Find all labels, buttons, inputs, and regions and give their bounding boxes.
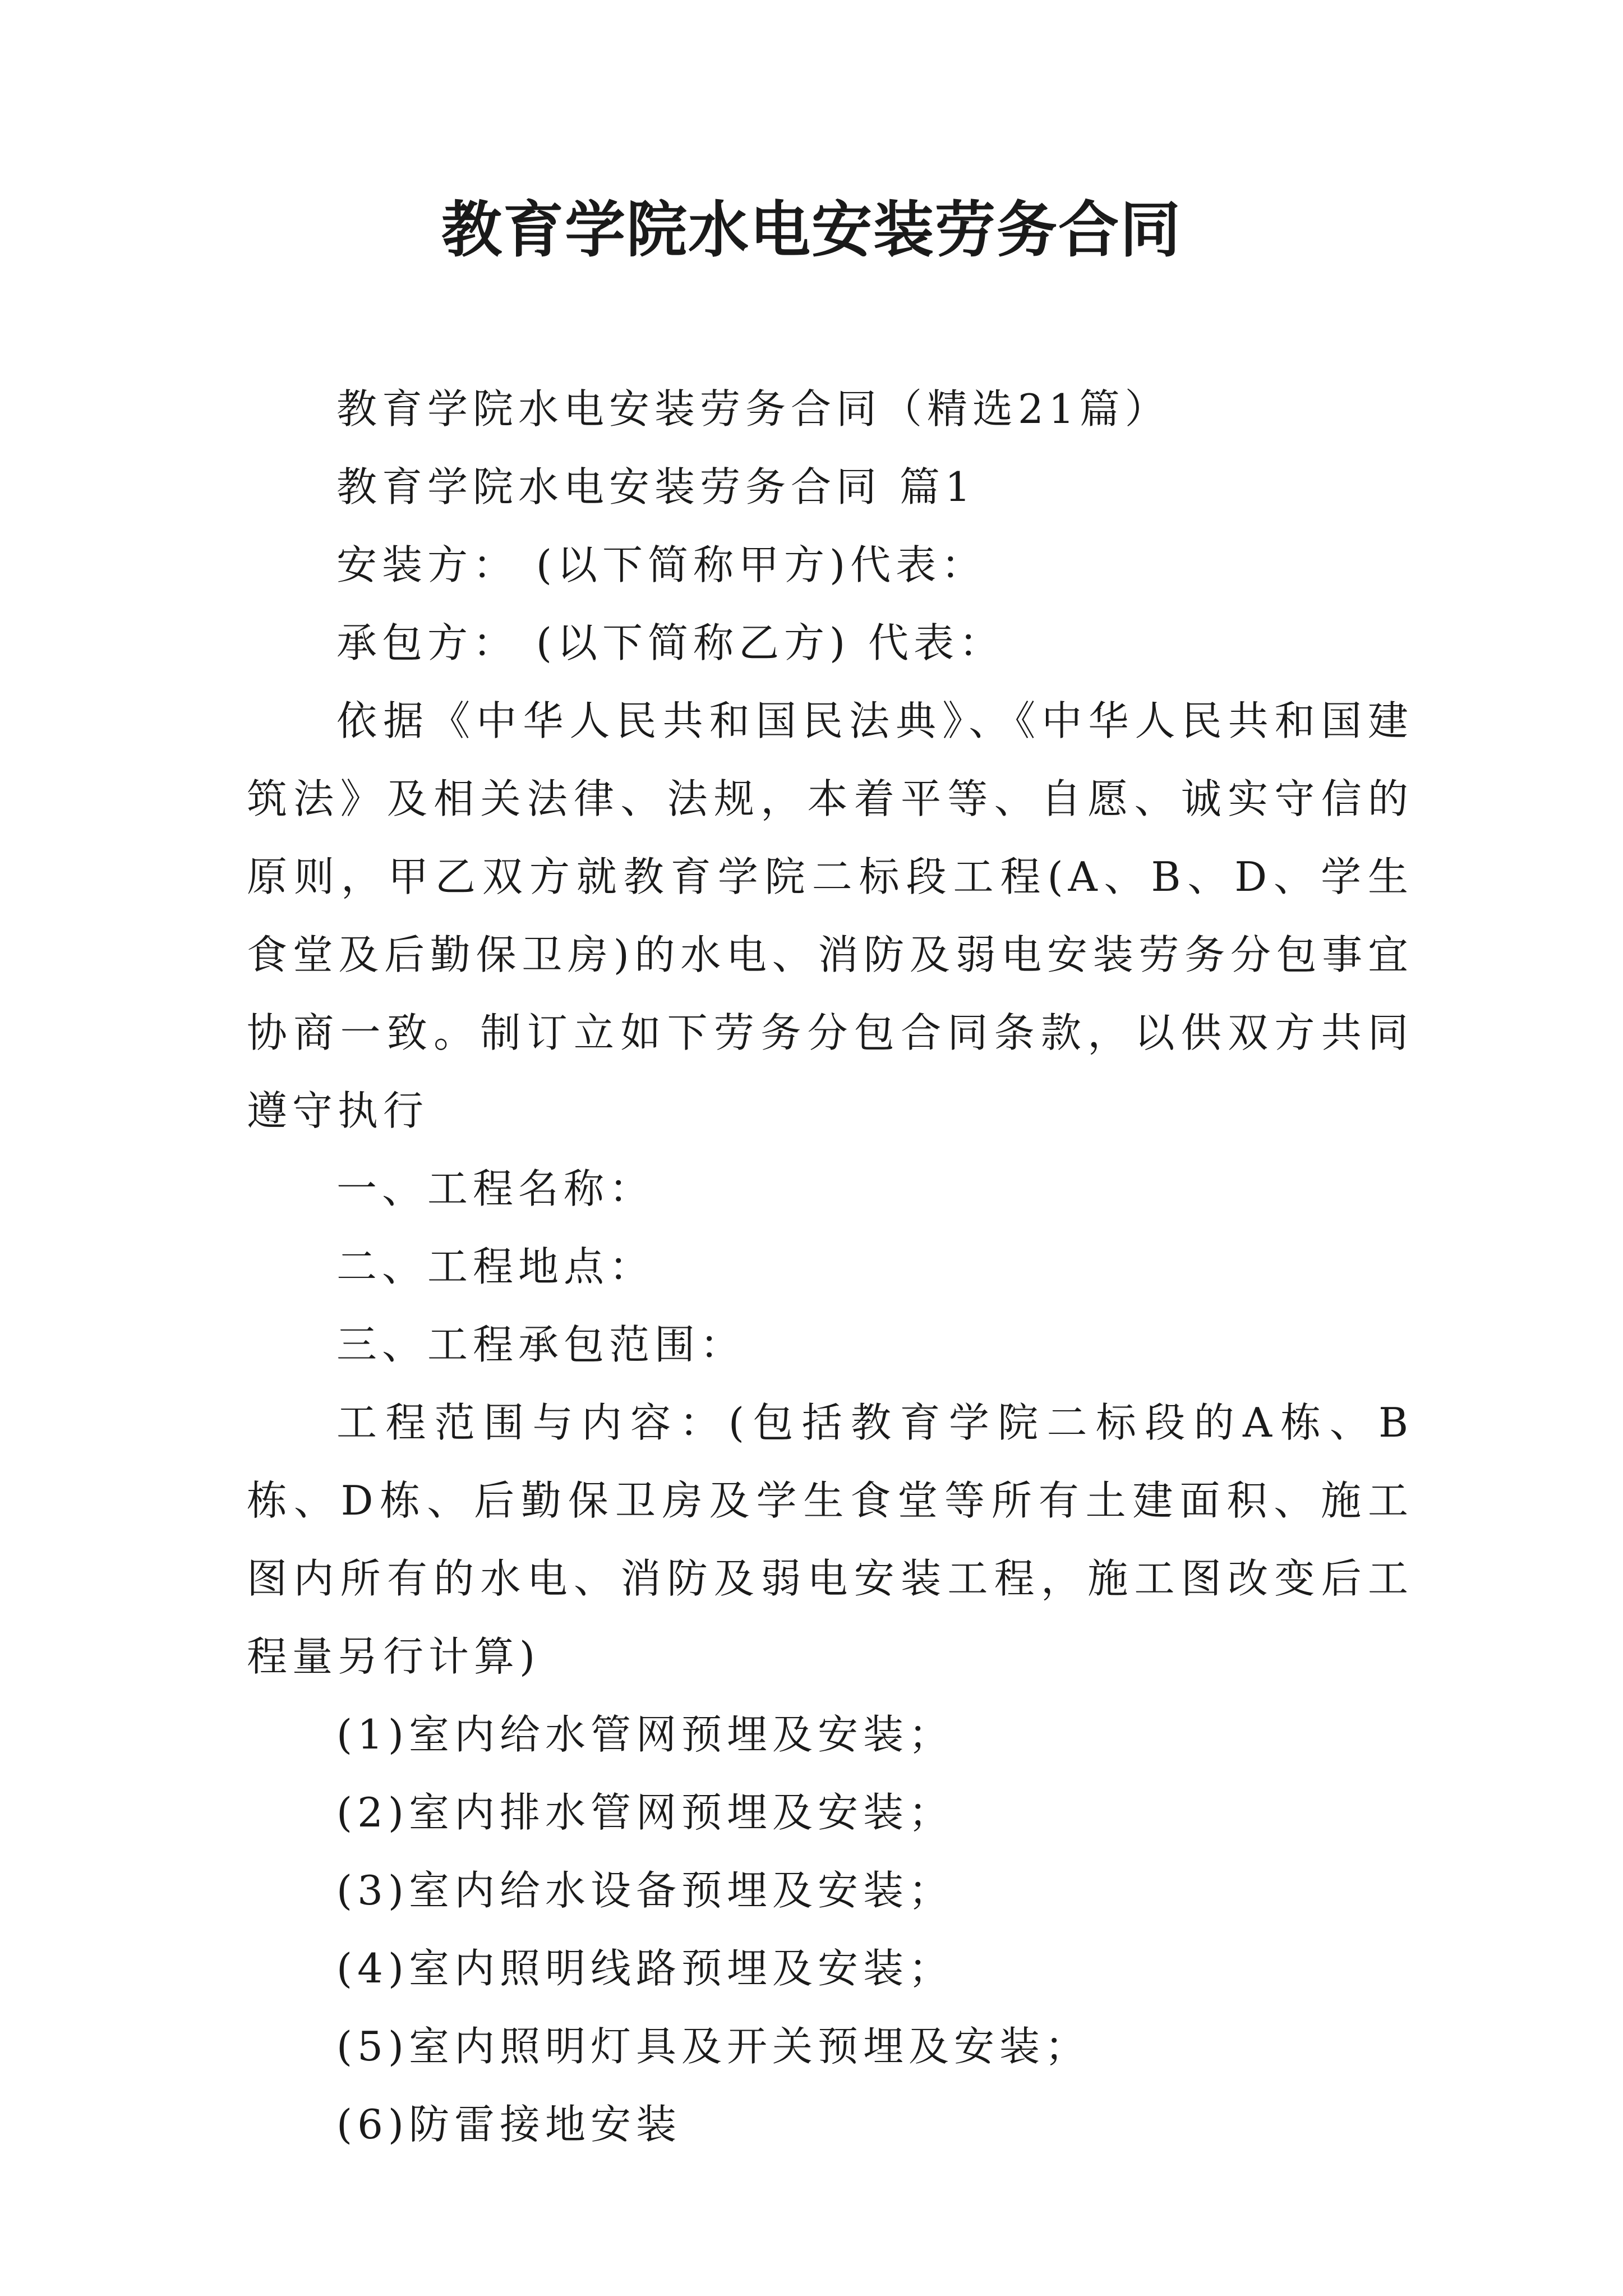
list-item-1: (1)室内给水管网预埋及安装； <box>336 1711 954 1758</box>
list-item-5: (5)室内照明灯具及开关预埋及安装； <box>336 2023 1090 2070</box>
paragraph-article-heading: 教育学院水电安装劳务合同 篇1 <box>336 463 976 510</box>
list-item-2: (2)室内排水管网预埋及安装； <box>336 1789 954 1836</box>
paragraph-scope-content: 工程范围与内容：(包括教育学院二标段的A栋、B栋、D栋、后勤保卫房及学生食堂等所有土建面积、施工图内所有的水电、消防及弱电安装工程，施工图改变后工程量另行计算) <box>247 1399 1413 1680</box>
document-body <box>247 370 1413 2164</box>
list-item-6: (6)防雷接地安装 <box>336 2101 681 2148</box>
paragraph-project-scope: 三、工程承包范围： <box>336 1321 746 1368</box>
paragraph-collection-title: 教育学院水电安装劳务合同（精选21篇） <box>336 385 1170 432</box>
list-item-3: (3)室内给水设备预埋及安装； <box>336 1867 954 1914</box>
list-item-4: (4)室内照明线路预埋及安装； <box>336 1945 954 1992</box>
paragraph-preamble: 依据《中华人民共和国民法典》、《中华人民共和国建筑法》及相关法律、法规，本着平等、自愿、诚实守信的原则，甲乙双方就教育学院二标段工程(A、B、D、学生食堂及后勤保卫房)的水电、消防及弱电安装劳务分包事宜协商一致。制订立如下劳务分包合同条款，以供双方共同遵守执行 <box>247 697 1413 1134</box>
paragraph-project-location: 二、工程地点： <box>336 1243 655 1290</box>
document-title: 教育学院水电安装劳务合同 <box>441 195 1182 265</box>
paragraph-party-a: 安装方： (以下简称甲方)代表： <box>336 541 987 588</box>
paragraph-party-b: 承包方： (以下简称乙方) 代表： <box>336 619 1004 666</box>
paragraph-project-name: 一、工程名称： <box>336 1165 655 1212</box>
